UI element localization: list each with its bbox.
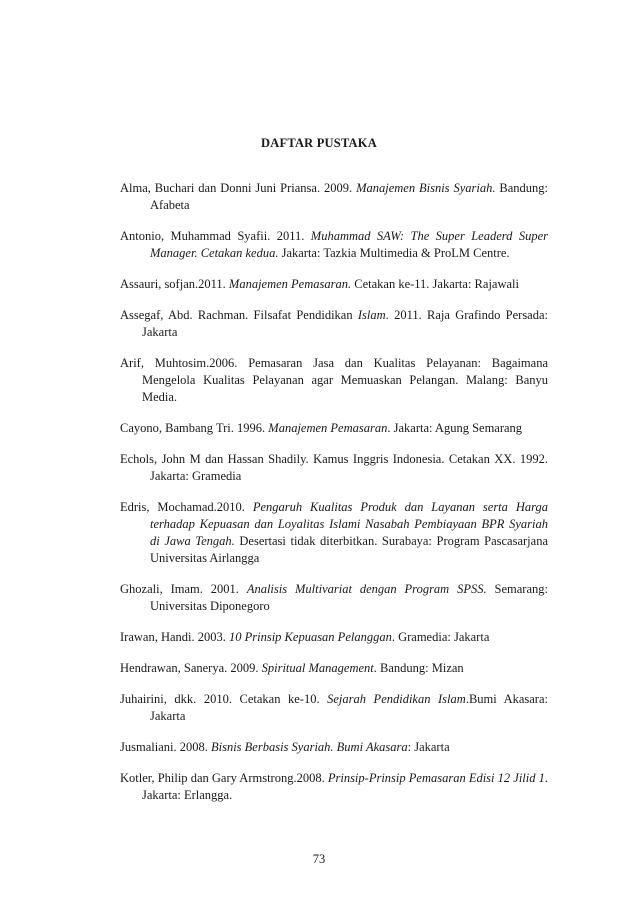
reference-entry: Ghozali, Imam. 2001. Analisis Multivariat dengan Program SPSS. Semarang: Universitas Diponegoro	[120, 582, 548, 613]
reference-entry: Hendrawan, Sanerya. 2009. Spiritual Management. Bandung: Mizan	[120, 661, 464, 675]
reference-entry: Juhairini, dkk. 2010. Cetakan ke-10. Sejarah Pendidikan Islam.Bumi Akasara: Jakarta	[120, 692, 548, 723]
reference-entry: Assegaf, Abd. Rachman. Filsafat Pendidikan Islam. 2011. Raja Grafindo Persada: Jakarta	[120, 308, 549, 339]
page-number: 73	[312, 852, 326, 866]
reference-entry: Arif, Muhtosim.2006. Pemasaran Jasa dan Kualitas Pelayanan: Bagaimana Mengelola Kualitas Pelayanan agar Memuaskan Pelangan. Malang: Banyu Media.	[120, 356, 548, 404]
reference-entry: Alma, Buchari dan Donni Juni Priansa. 2009. Manajemen Bisnis Syariah. Bandung: Afabeta	[120, 181, 549, 212]
reference-entry: Kotler, Philip dan Gary Armstrong.2008. Prinsip-Prinsip Pemasaran Edisi 12 Jilid 1. Jakarta: Erlangga.	[120, 771, 549, 802]
reference-entry: Edris, Mochamad.2010. Pengaruh Kualitas Produk dan Layanan serta Harga terhadap Kepuasan dan Loyalitas Islami Nasabah Pembiayaan BPR Syariah di Jawa Tengah. Desertasi tidak diterbitkan. Surabaya: Program Pascasarjana Universitas Airlangga	[120, 500, 548, 565]
reference-entry: Cayono, Bambang Tri. 1996. Manajemen Pemasaran. Jakarta: Agung Semarang	[120, 421, 523, 435]
reference-entry: Irawan, Handi. 2003. 10 Prinsip Kepuasan Pelanggan. Gramedia: Jakarta	[120, 630, 490, 644]
reference-entry: Jusmaliani. 2008. Bisnis Berbasis Syariah. Bumi Akasara: Jakarta	[120, 740, 450, 754]
reference-entry: Antonio, Muhammad Syafii. 2011. Muhammad SAW: The Super Leaderd Super Manager. Cetakan kedua. Jakarta: Tazkia Multimedia & ProLM Centre.	[120, 229, 548, 260]
reference-entry: Echols, John M dan Hassan Shadily. Kamus Inggris Indonesia. Cetakan XX. 1992. Jakarta: Gramedia	[120, 452, 548, 483]
reference-entry: Assauri, sofjan.2011. Manajemen Pemasaran. Cetakan ke-11. Jakarta: Rajawali	[120, 277, 519, 291]
reference-list	[120, 180, 548, 818]
page-title: DAFTAR PUSTAKA	[261, 136, 377, 150]
